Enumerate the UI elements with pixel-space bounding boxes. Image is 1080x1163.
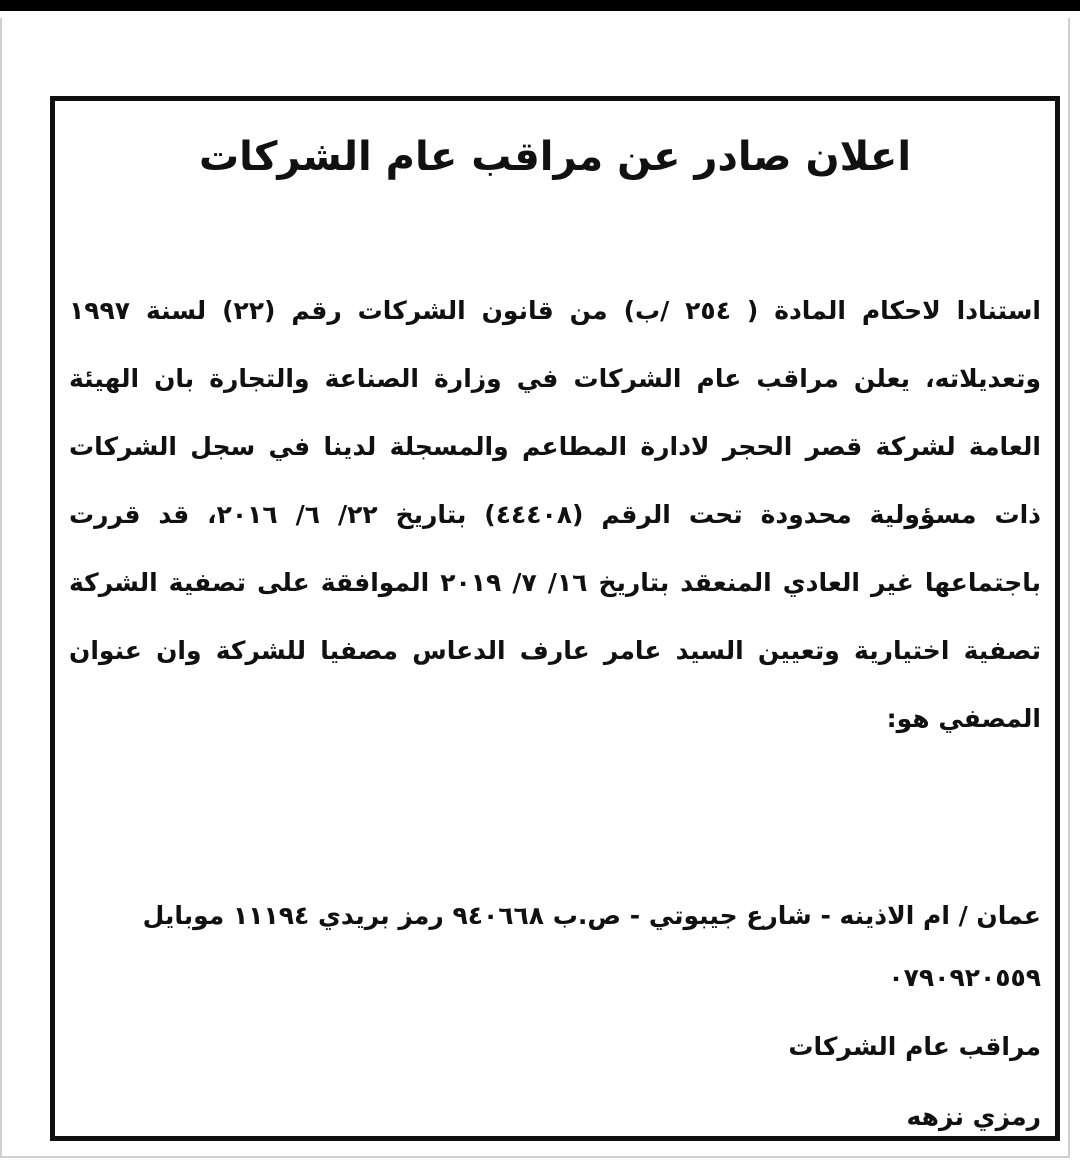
top-black-bar — [0, 0, 1080, 11]
notice-body: استنادا لاحكام المادة ( ٢٥٤ /ب) من قانون الشركات رقم (٢٢) لسنة ١٩٩٧ وتعديلاته، يعلن مراقب عام الشركات في وزارة الصناعة والتجارة بان الهيئة العامة لشركة قصر الحجر لادارة المطاعم والمسجلة لدينا في سجل الشركات ذات مسؤولية محدودة تحت الرقم (٤٤٤٠٨) بتاريخ ٢٢/ ٦/ ٢٠١٦، قد قررت باجتماعها غير العادي المنعقد بتاريخ ١٦/ ٧/ ٢٠١٩ الموافقة على تصفية الشركة تصفية اختيارية وتعيين السيد عامر عارف الدعاس مصفيا للشركة وان عنوان المصفي هو: — [69, 296, 1041, 733]
notice-title: اعلان صادر عن مراقب عام الشركات — [198, 134, 912, 180]
signature-name: رمزي نزهه — [906, 1102, 1041, 1131]
signature-title: مراقب عام الشركات — [788, 1032, 1041, 1061]
notice-frame — [50, 96, 1060, 1141]
signature-block — [788, 1023, 1041, 1141]
liquidator-address: عمان / ام الاذينه - شارع جيبوتي - ص.ب ٩٤٠٦٦٨ رمز بريدي ١١١٩٤ موبايل ٠٧٩٠٩٢٠٥٥٩ — [142, 901, 1041, 992]
